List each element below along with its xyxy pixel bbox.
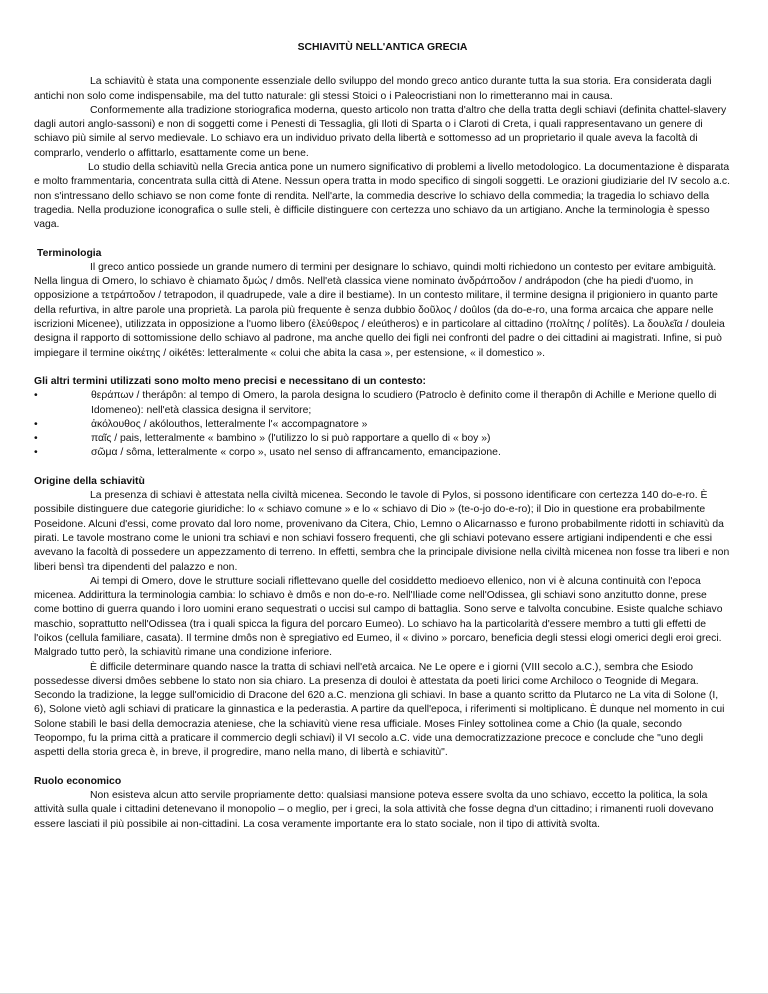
bullet-item-pais	[34, 432, 731, 446]
intro-paragraph-1: La schiavitù è stata una componente essenziale dello sviluppo del mondo greco antico durante tutta la sua storia. Era considerata dagli antichi non solo come indispensabile, ma del tutto naturale: gli stessi Stoici o i Paleocristiani non lo rimetteranno mai in causa.	[34, 76, 712, 102]
origine-paragraph-2: Ai tempi di Omero, dove le strutture sociali riflettevano quelle del cosiddetto medioevo ellenico, non vi è alcuna continuità con l'epoca micenea. Addirittura la terminologia cambia: lo schiavo è dmôs e non do-e-ro. Nell'Iliade come nell'Odissea, gli schiavi sono anzitutto donne, prese come bottino di guerra quando i loro uomini erano sequestrati o uccisi sul campo di battaglia. Sono serve e talvolta concubine. Esiste qualche schiavo maschio, soprattutto nell'Odissea (tra i quali spicca la figura del porcaro Eumeo). Lo schiavo ha la particolarità d'essere membro a tutti gli effetti de l'oikos (cellula familiare, casata). Il termine dmôs non è spregiativo ed Eumeo, il « divino » porcaro, beneficia degli stessi elogi omerici degli eroi greci. Malgrado tutto però, la schiavitù rimane una condizione inferiore.	[34, 575, 723, 659]
spacer	[34, 361, 731, 375]
section-heading-terminologia: Terminologia	[37, 247, 102, 259]
bullet-icon: •	[34, 390, 38, 402]
bullet-item-therapon	[34, 389, 731, 418]
intro-paragraph-3: Lo studio della schiavitù nella Grecia antica pone un numero significativo di problemi a livello metodologico. La documentazione è disparata e molto frammentaria, concentrata sulla città di Atene. Nessun opera tratta in modo specifico di singoli soggetti. Le orazioni giudiziarie del IV secolo a.c. non s'intressano dello schiavo se non come fonte di rendita. Nell'arte, la commedia descrive lo schiavo della commedia; la tragedia lo schiavo della tragedia. Nella produzione iconografica o sulle steli, è difficile distinguere con certezza uno schiavo da un artigiano. Anche la terminologia è spesso vaga.	[34, 162, 730, 231]
bullet-item-soma	[34, 446, 731, 460]
spacer	[34, 761, 731, 775]
section-heading-altri-termini: Gli altri termini utilizzati sono molto meno precisi e necessitano di un contesto:	[34, 375, 427, 387]
bullet-text: παῖς / pais, letteralmente « bambino » (l'utilizzo lo si può rapportare a quello di « boy »)	[91, 433, 491, 445]
bullet-text: θεράπων / therápôn: al tempo di Omero, la parola designa lo scudiero (Patroclo è definito come il therapôn di Achille e Merione quello di Idomeneo): nell'età classica designa il servitore;	[91, 390, 717, 416]
spacer	[34, 461, 731, 475]
spacer	[34, 233, 731, 247]
bullet-icon: •	[34, 433, 38, 445]
bullet-text: ἀκόλουθος / akólouthos, letteralmente l'« accompagnatore »	[91, 418, 368, 430]
bullet-icon: •	[34, 418, 38, 430]
page-title: SCHIAVITÙ NELL'ANTICA GRECIA	[297, 42, 468, 53]
origine-paragraph-3: È difficile determinare quando nasce la tratta di schiavi nell'età arcaica. Ne Le opere e i giorni (VIII secolo a.C.), sembra che Esiodo possedesse diversi dmôes sebbene lo stato non sia chiaro. La presenza di douloi è attestata da poeti lirici come Archiloco o Teognide di Megara. Secondo la tradizione, la legge sull'omicidio di Dracone del 620 a.C. menziona gli schiavi. In base a quanto scritto da Plutarco ne La vita di Solone (I, 6), Solone vietò agli schiavi di praticare la ginnastica e la pederastia. A partire da quell'epoca, i riferimenti si moltiplicano. È dunque nel momento in cui Solone stabilì le basi della democrazia ateniese, che la schiavitù viene resa ufficiale. Moses Finley sottolinea come a Chio (la quale, secondo Teopompo, fu la prima città a praticare il commercio degli schiavi) il VI secolo a.C. vide una democratizzazione precoce e conclude che "uno degli aspetti della storia greca è, in breve, il progredire, mano nella mano, di libertà e schiavitù".	[34, 661, 725, 759]
bullet-icon: •	[34, 447, 38, 459]
origine-paragraph-1: La presenza di schiavi è attestata nella civiltà micenea. Secondo le tavole di Pylos, si possono identificare con certezza 140 do-e-ro. È possibile distinguere due categorie giuridiche: lo « schiavo comune » e lo « schiavo di Dio » (te-o-jo do-e-ro); il Dio in questione era probabilmente Poseidone. Alcuni d'essi, come provato dal loro nome, provenivano da Citera, Chio, Lemno o Alicarnasso e furono probabilmente ridotti in schiavitù da pirati. Le tavole mostrano come le unioni tra schiavi e non schiavi fossero frequenti, che gli schiavi potevano essere artigiani indipendenti e che essi avevano la facoltà di possedere un appezzamento di terreno. In effetti, sembra che la principale divisione nella civiltà micenea non fosse tra liberi e non liberi bensì tra dipendenti del palazzo e non.	[34, 490, 730, 573]
intro-paragraph-2: Conformemente alla tradizione storiografica moderna, questo articolo non tratta d'altro che della tratta degli schiavi (definita chattel-slavery dagli autori anglo-sassoni) e non di soggetti come i Penesti di Tessaglia, gli Iloti di Sparta o i Claroti di Creta, i quali rappresentavano un genere di schiavo più simile al servo medievale. Lo schiavo era un individuo privato della libertà e sottomesso ad un proprietario il quale aveva la facoltà di comprarlo, venderlo o affittarlo, esattamente come un bene.	[34, 104, 727, 159]
ruolo-paragraph: Non esisteva alcun atto servile propriamente detto: qualsiasi mansione poteva essere svolta da uno schiavo, eccetto la politica, la sola attività sulla quale i cittadini detenevano il monopolio – o meglio, per i greci, la sola attività che fosse degna d'un cittadino; i rimanenti ruoli dovevano essere lasciati il più possibile ai non-cittadini. La cosa veramente importante era lo stato sociale, non il tipo di attività svolta.	[34, 789, 714, 830]
terminologia-paragraph: Il greco antico possiede un grande numero di termini per designare lo schiavo, quindi molti richiedono un contesto per evitare ambiguità. Nella lingua di Omero, lo schiavo è chiamato δμώς / dmôs. Nell'età classica viene nominato ἀνδράποδον / andrápodon (che ha piedi d'uomo, in opposizione a τετράποδον / tetrapodon, il quadrupede, vale a dire il bestiame). In un contesto militare, il termine designa il prigioniero in quanto parte della refurtiva, in altre parole una proprietà. La parola più frequente è senza dubbio δοῦλος / doûlos (da do-e-ro, una forma arcaica che appare nelle iscrizioni Micenee), utilizzata in opposizione a l'uomo libero (ἐλεύθερος / eleútheros) e in particolare al cittadino (πολίτης / polítēs). La δουλεῖα / douleia designa il rapporto di sottomissione dello schiavo al padrone, ma anche quello dei figli nei confronti del padre o dei cittadini ai magistrati. Infine, si può impiegare il termine οἰκέτης / oikétēs: letteralmente « colui che abita la casa », per estensione, « il domestico ».	[34, 261, 725, 359]
bullet-item-akolouthos	[34, 418, 731, 432]
section-heading-origine: Origine della schiavitù	[34, 475, 145, 487]
section-heading-ruolo: Ruolo economico	[34, 775, 122, 787]
bullet-text: σῶμα / sôma, letteralmente « corpo », usato nel senso di affrancamento, emancipazione.	[91, 447, 501, 459]
